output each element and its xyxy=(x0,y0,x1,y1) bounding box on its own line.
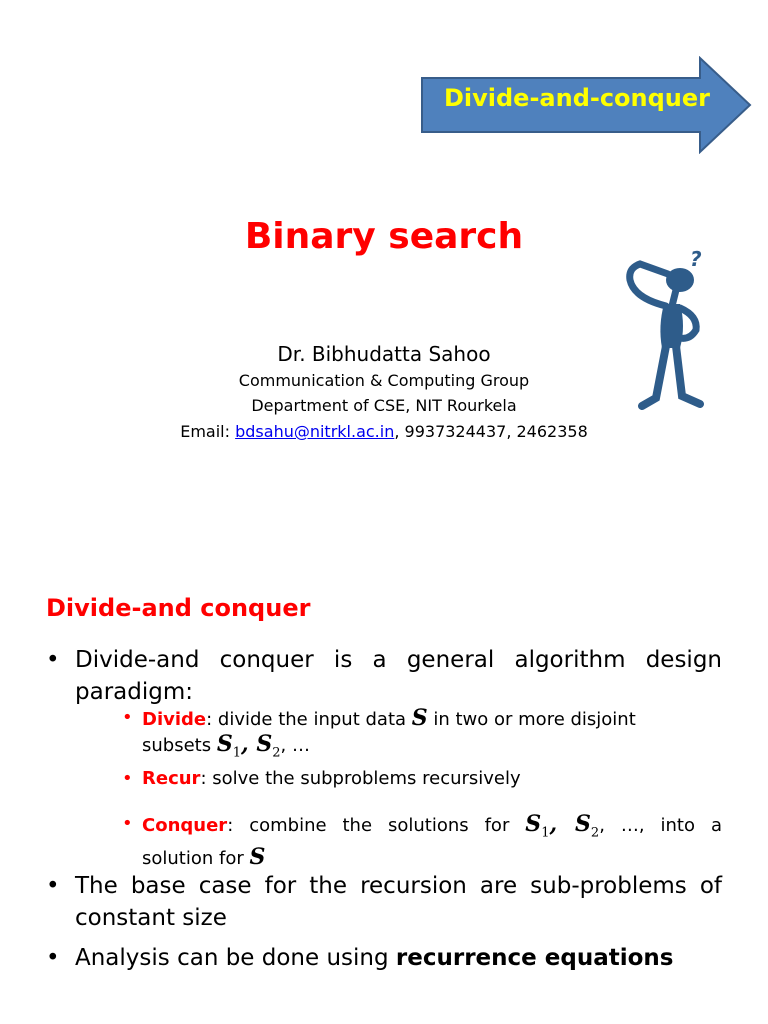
slide-heading: Divide-and conquer xyxy=(46,594,311,622)
divide-and-conquer-arrow xyxy=(420,56,752,154)
author-name: Dr. Bibhudatta Sahoo xyxy=(277,342,491,366)
bullet-dot: • xyxy=(46,945,60,971)
email-link[interactable]: bdsahu@nitrkl.ac.in xyxy=(235,422,395,441)
recur-label: Recur xyxy=(142,768,201,789)
email-prefix: Email: xyxy=(180,422,236,441)
sub-list-item-conquer xyxy=(122,812,722,871)
divide-and-conquer-slide xyxy=(0,512,768,1024)
divide-line2: subsets xyxy=(142,735,217,756)
math-s: S xyxy=(249,844,266,871)
list-item xyxy=(46,942,722,974)
phone-numbers: , 9937324437, 2462358 xyxy=(394,422,588,441)
bullet-dot: • xyxy=(46,873,60,899)
math-s1: $S_1$ xyxy=(216,731,241,761)
bullet3-text: Analysis can be done using xyxy=(75,945,396,971)
conquer-line1: Conquer: combine the solutions for $S_1$, $S_2$, …, into a xyxy=(142,811,722,841)
math-s: S xyxy=(411,705,428,731)
conquer-text-2: , …, into a xyxy=(599,815,722,836)
divide-text-2: in two or more disjoint xyxy=(427,709,636,730)
affiliation-group: Communication & Computing Group xyxy=(238,371,530,390)
affiliation-department: Department of CSE, NIT Rourkela xyxy=(251,396,517,415)
thinking-person-icon xyxy=(620,246,720,418)
bullet-dot: • xyxy=(122,768,133,789)
arrow-label: Divide-and-conquer xyxy=(443,84,711,112)
question-mark: ? xyxy=(690,247,702,271)
list-item xyxy=(46,870,722,934)
math-s2: $S_2$ xyxy=(256,731,281,761)
ellipsis: , … xyxy=(280,735,310,756)
contact-line xyxy=(0,422,768,441)
bullet-dot: • xyxy=(122,707,133,728)
sub-list-item-recur xyxy=(122,767,722,791)
conquer-label: Conquer xyxy=(142,815,228,836)
sub-list-item-divide: • Divide: divide the input data S in two or more disjoint subsets $S_1$, $S_2$, … xyxy=(122,705,636,761)
conquer-line2: solution for xyxy=(142,848,250,870)
divide-text: : divide the input data xyxy=(206,709,412,730)
bullet2-text: The base case for the recursion are sub-problems of constant size xyxy=(75,873,722,931)
page-title: Binary search xyxy=(244,216,524,257)
bullet1-line1: Divide-and conquer is a general algorithm design xyxy=(75,647,722,673)
recur-text: : solve the subproblems recursively xyxy=(200,768,521,789)
conquer-text: : combine the solutions for xyxy=(227,815,526,836)
bullet3-bold: recurrence equations xyxy=(395,945,674,971)
list-item xyxy=(46,644,722,708)
bullet-dot: • xyxy=(122,813,133,834)
bullet-dot: • xyxy=(46,647,60,673)
divide-label: Divide xyxy=(142,709,207,730)
bullet1-line2: paradigm: xyxy=(75,679,193,705)
